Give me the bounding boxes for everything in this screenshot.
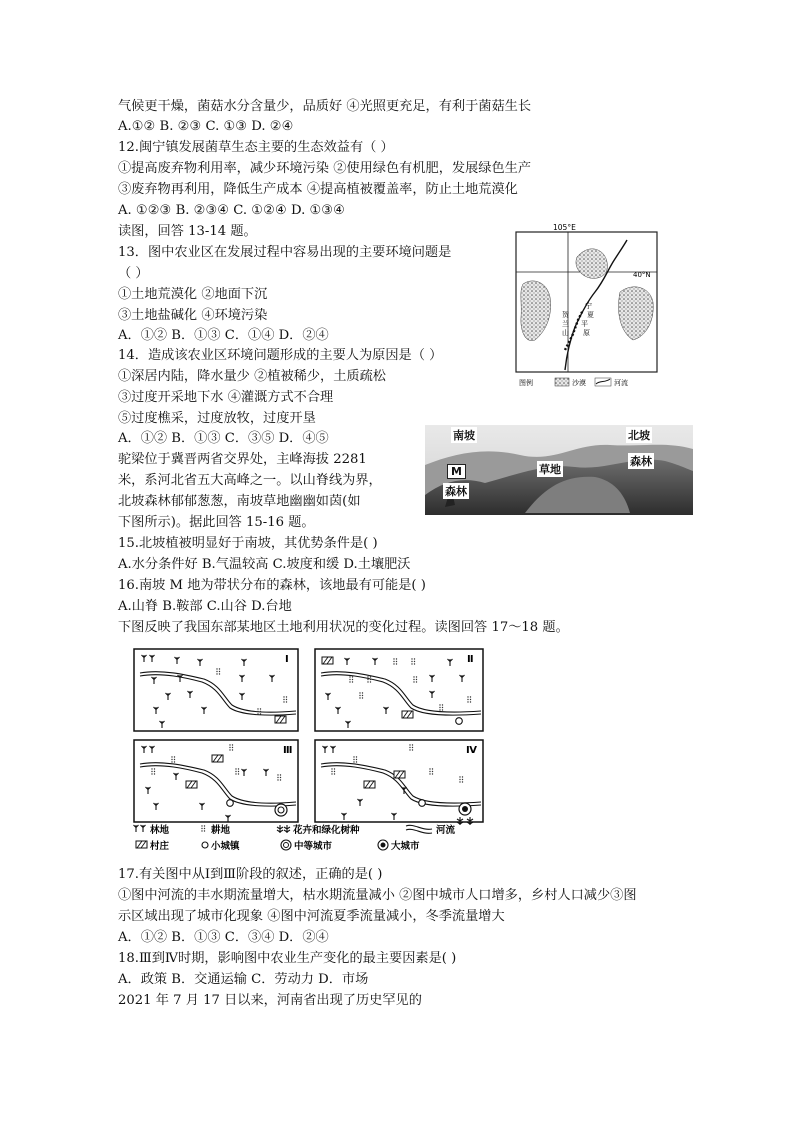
- stage-label: Ⅳ: [466, 745, 477, 756]
- stage-label: Ⅱ: [467, 654, 474, 665]
- text-line: 2021 年 7 月 17 日以来，河南省出现了历史罕见的: [118, 993, 422, 1008]
- text-line: 下图反映了我国东部某地区土地利用状况的变化过程。读图回答 17～18 题。: [118, 620, 569, 635]
- text-line: 北坡森林郁郁葱葱，南坡草地幽幽如茵(如: [118, 494, 361, 509]
- question-12: 12.闽宁镇发展菌草生态主要的生态效益有（ ）: [118, 140, 394, 155]
- south-slope-label: 南坡: [453, 429, 475, 442]
- place-char: 贺: [562, 311, 569, 319]
- text-line: ③过度开采地下水 ④灌溉方式不合理: [118, 390, 334, 405]
- forest-south-label: 森林: [445, 485, 467, 498]
- longitude-label: 105°E: [553, 223, 576, 232]
- text-line: A.①② B. ②③ C. ①③ D. ②④: [118, 119, 294, 134]
- text-line: ⑤过度樵采，过度放牧，过度开垦: [118, 411, 316, 426]
- panel-stage-2: [315, 649, 483, 731]
- question-17: 17.有关图中从Ⅰ到Ⅲ阶段的叙述，正确的是( ): [118, 867, 383, 882]
- diagram-legend: [134, 824, 456, 852]
- legend-large-city-label: 大城市: [391, 841, 420, 852]
- question-18: 18.Ⅲ到Ⅳ时期，影响图中农业生产变化的最主要因素是( ): [118, 951, 457, 966]
- panel-stage-3: [134, 740, 298, 822]
- text-line: 驼梁位于冀晋两省交界处，主峰海拔 2281: [118, 452, 367, 467]
- point-m-label: M: [447, 464, 466, 479]
- forest-north-label: 森林: [630, 455, 652, 468]
- north-slope-label: 北坡: [628, 429, 650, 442]
- text-line: ①图中河流的丰水期流量增大，枯水期流量减小 ②图中城市人口增多，乡村人口减少③图: [118, 888, 637, 903]
- text-line: ③废弃物再利用，降低生产成本 ④提高植被覆盖率，防止土地荒漠化: [118, 182, 518, 197]
- panel-stage-1: [134, 649, 298, 731]
- text-line: ①提高废弃物利用率，减少环境污染 ②使用绿色有机肥，发展绿色生产: [118, 161, 532, 176]
- text-line: ③土地盐碱化 ④环境污染: [118, 308, 268, 323]
- latitude-label: 40°N: [633, 271, 651, 279]
- question-16: 16.南坡 M 地为带状分布的森林，该地最有可能是( ): [118, 578, 426, 593]
- land-use-diagram: [132, 645, 490, 857]
- question-14: 14．造成该农业区环境问题形成的主要人为原因是（ ）: [118, 348, 443, 363]
- grassland-label: 草地: [539, 463, 561, 476]
- stage-label: Ⅲ: [283, 745, 293, 756]
- text-line: A．①② B．①③ C．③⑤ D．④⑤: [118, 431, 329, 446]
- legend-river-label: 河流: [614, 379, 628, 387]
- text-line: A.山脊 B.鞍部 C.山谷 D.台地: [118, 599, 292, 614]
- ningxia-map: [515, 222, 658, 397]
- text-line: 米，系河北省五大高峰之一。以山脊线为界，: [118, 473, 382, 488]
- text-line: 下图所示)。据此回答 15-16 题。: [118, 515, 315, 530]
- region-char: 平: [581, 320, 588, 328]
- text-line: A. ①②③ B. ②③④ C. ①②④ D. ①③④: [118, 203, 345, 218]
- text-line: 示区域出现了城市化现象 ④图中河流夏季流量减小，冬季流量增大: [118, 909, 505, 924]
- place-char: 兰: [562, 320, 569, 328]
- text-line: ①深居内陆，降水量少 ②植被稀少，土质疏松: [118, 369, 386, 384]
- legend-river-swatch: [595, 378, 611, 386]
- text-line: A．①② B．①③ C．①④ D．②④: [118, 328, 329, 343]
- legend-farmland-label: 耕地: [211, 825, 231, 836]
- legend-medium-city-label: 中等城市: [294, 841, 333, 852]
- stage-label: Ⅰ: [285, 654, 289, 665]
- panel-stage-4: [315, 740, 483, 825]
- legend-forest-label: 林地: [150, 825, 170, 836]
- text-line: （ ）: [118, 266, 149, 281]
- text-line: A．政策 B．交通运输 C．劳动力 D．市场: [118, 972, 369, 987]
- region-char: 原: [583, 329, 590, 337]
- legend-title: 图例: [519, 379, 533, 387]
- legend-river-label: 河流: [436, 825, 456, 836]
- text-line: 读图，回答 13-14 题。: [118, 224, 257, 239]
- mountain-photo: [425, 425, 693, 515]
- question-15: 15.北坡植被明显好于南坡，其优势条件是( ): [118, 536, 378, 551]
- legend-small-town-label: 小城镇: [211, 841, 240, 852]
- question-13: 13．图中农业区在发展过程中容易出现的主要环境问题是: [118, 245, 452, 260]
- region-char: 宁: [585, 302, 592, 310]
- legend-desert-swatch: [555, 378, 569, 386]
- text-line: 气候更干燥，菌菇水分含量少，品质好 ④光照更充足，有利于菌菇生长: [118, 99, 532, 114]
- legend-flowers-label: 花卉和绿化树种: [293, 825, 360, 836]
- place-char: 山: [562, 329, 569, 337]
- legend-village-label: 村庄: [150, 841, 170, 852]
- text-line: ①土地荒漠化 ②地面下沉: [118, 287, 268, 302]
- legend-desert-label: 沙漠: [572, 379, 586, 387]
- text-line: A．①② B．①③ C．③④ D．②④: [118, 930, 329, 945]
- text-line: A.水分条件好 B.气温较高 C.坡度和缓 D.土壤肥沃: [118, 557, 411, 572]
- region-char: 夏: [587, 311, 594, 319]
